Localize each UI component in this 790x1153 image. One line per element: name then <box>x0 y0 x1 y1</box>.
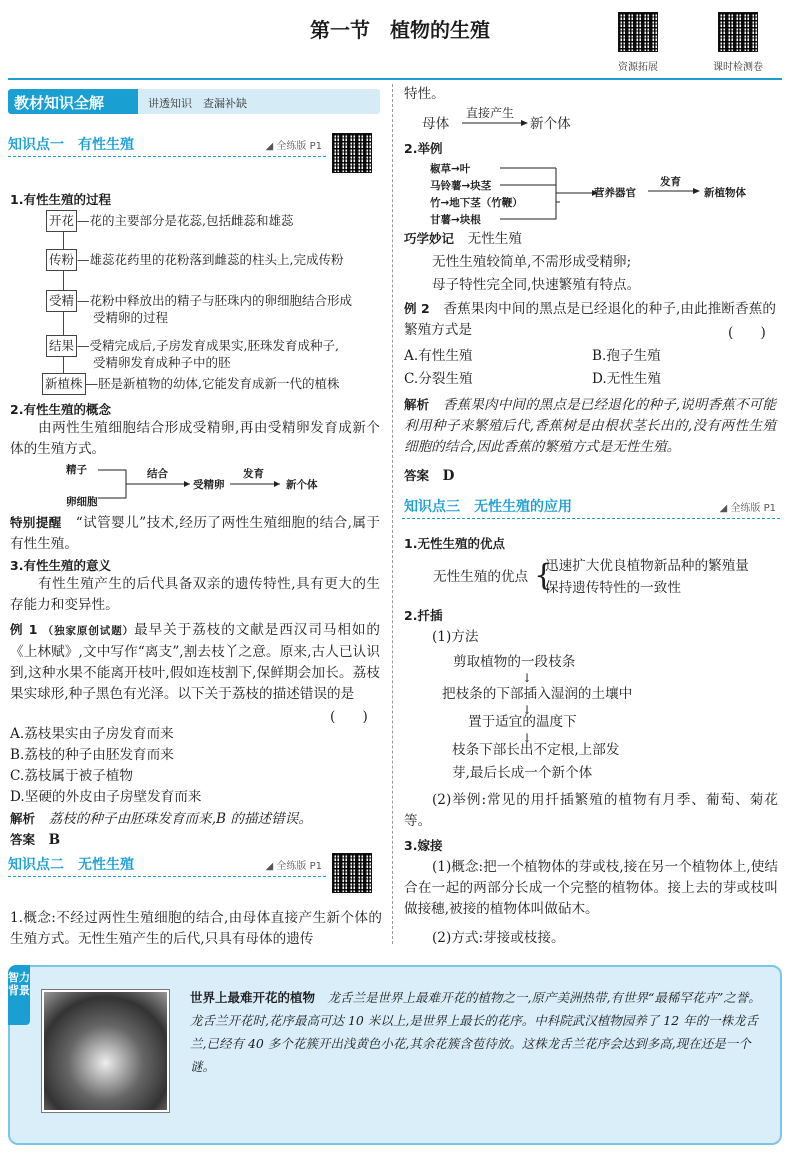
new-plant-label: 新植物体 <box>704 187 746 199</box>
kp2-header <box>8 852 326 877</box>
example1-paren: ( ) <box>330 709 368 725</box>
step-pollination: 传粉 —雄蕊花药里的花粉落到雌蕊的柱头上,完成传粉 <box>46 249 344 271</box>
ex1-analysis: 解析 荔枝的种子由胚珠发育而来,B 的描述错误。 <box>10 811 312 827</box>
example-sweet-potato: 甘薯→块根 <box>430 214 481 226</box>
ex2-analysis: 解析 香蕉果肉中间的黑点是已经退化的种子,说明香蕉不可能利用种子来繁殖后代,香蕉树是由根状茎长出的,没有两性生殖细胞的结合,因此香蕉的繁殖方式是无性生殖。 <box>404 397 776 455</box>
header-rule <box>8 78 782 80</box>
qr-label-test: 课时检测卷 <box>713 62 763 73</box>
kp2-continued: 特性。 <box>404 86 445 102</box>
ex2-option-b: B.孢子生殖 <box>592 348 661 364</box>
example-brackets <box>500 160 600 224</box>
kp1-s3-heading: 3.有性生殖的意义 <box>10 558 111 573</box>
new-individual-label: 新个体 <box>530 116 571 132</box>
advantage-brace: { <box>534 558 554 593</box>
advantage-lead: 无性生殖的优点 <box>433 569 529 585</box>
kp3-s2-heading: 2.扦插 <box>404 608 443 623</box>
develop-label: 发育 <box>660 176 681 188</box>
example-bamboo: 竹→地下茎（竹鞭） <box>430 197 523 209</box>
qr-code-kp2[interactable] <box>332 853 372 893</box>
cutting-arrow3: ↓ <box>522 731 533 745</box>
advantage-2: 保持遗传特性的一致性 <box>545 580 681 596</box>
kp1-s1-heading: 1.有性生殖的过程 <box>10 192 111 207</box>
flow-combine: 结合 <box>147 468 168 480</box>
kp1-s2-heading: 2.有性生殖的概念 <box>10 402 111 417</box>
kp3-header <box>402 494 780 519</box>
direct-produce-label: 直接产生 <box>466 106 515 120</box>
kp2-s2-heading: 2.举例 <box>404 141 443 156</box>
cutting-step4-cont: 芽,最后长成一个新个体 <box>452 765 593 781</box>
kp1-header <box>8 132 326 157</box>
qr-code-kp1[interactable] <box>332 133 372 173</box>
kp2-title: 知识点二 无性生殖 <box>8 857 134 873</box>
kp1-s3-text: 有性生殖产生的后代具备双亲的遗传特性,具有更大的生存能力和变异性。 <box>10 576 380 613</box>
method-label: (1)方法 <box>432 629 479 645</box>
ex2-option-c: C.分裂生殖 <box>404 371 473 387</box>
grafting-concept: (1)概念:把一个植物体的芽或枝,接在另一个植物体上,使结合在一起的两部分长成一个完整的植物体。接上去的芽或枝叫做接穗,被接的植物体叫做砧木。 <box>404 859 778 917</box>
kp3-title: 知识点三 无性生殖的应用 <box>404 499 572 515</box>
cutting-arrow1: ↓ <box>522 671 533 685</box>
panel-text: 世界上最难开花的植物 龙舌兰是世界上最难开花的植物之一,原产美洲热带,有世界“最稀罕花卉”之誉。龙舌兰开花时,花序最高可达 10 米以上,是世界上最长的花序。中科院武汉植物园养了 12 年的一株龙舌兰,已经有 40 多个花簇开出浅黄色小花,其余花簇含苞待放。这株龙舌兰花序会达到多高,现在还是一个谜。 <box>190 990 761 1074</box>
kp1-ref: ◢ 全练版 P1 <box>265 141 322 152</box>
mnemonic-heading: 巧学妙记 无性生殖 <box>404 231 522 247</box>
step-fertilization: 受精 —花粉中释放出的精子与胚珠内的卵细胞结合形成 <box>46 290 352 312</box>
develop-arrow <box>648 186 704 196</box>
example2-paren: ( ) <box>728 325 766 341</box>
agave-photo <box>42 990 169 1112</box>
step-fruit-cont: 受精卵发育成种子中的胚 <box>93 355 231 370</box>
mother-label: 母体 <box>422 116 450 132</box>
step-fertilization-cont: 受精卵的过程 <box>93 310 169 325</box>
example1: 例 1 （独家原创试题）最早关于荔枝的文献是西汉司马相如的《上林赋》,文中写作“离支”,割去枝丫之意。原来,古人已认识到,这种水果不能离开枝叶,假如连枝割下,保鲜期会加长。荔枝果实球形,种子黑色有光泽。以下关于荔枝的描述错误的是 <box>10 622 380 702</box>
qr-code-resources[interactable] <box>618 12 658 52</box>
qr-code-test[interactable] <box>718 12 758 52</box>
flow-sperm: 精子 <box>66 464 87 476</box>
advantage-1: 迅速扩大优良植物新品种的繁殖量 <box>545 558 749 574</box>
cutting-step4: 枝条下部长出不定根,上部发 <box>452 742 620 758</box>
kp3-s3-heading: 3.嫁接 <box>404 838 443 853</box>
cutting-arrow2: ↓ <box>522 703 533 717</box>
tip-note: 特别提醒 “试管婴儿”技术,经历了两性生殖细胞的结合,属于有性生殖。 <box>10 515 380 552</box>
mother-arrow <box>460 118 532 128</box>
kp2-concept: 1.概念:不经过两性生殖细胞的结合,由母体直接产生新个体的生殖方式。无性生殖产生的后代,只具有母体的遗传 <box>10 910 382 947</box>
vegetative-organ: 营养器官 <box>594 187 636 199</box>
ex2-option-a: A.有性生殖 <box>404 348 473 364</box>
example-pepperomia: 椒草→叶 <box>430 163 471 175</box>
kp3-ref: ◢ 全练版 P1 <box>719 503 776 514</box>
flow-new-individual: 新个体 <box>286 479 318 491</box>
step-fruit: 结果 —受精完成后,子房发育成果实,胚珠发育成种子, <box>46 335 339 357</box>
mnemonic-line1: 无性生殖较简单,不需形成受精卵; <box>432 254 632 270</box>
kp3-s1-heading: 1.无性生殖的优点 <box>404 536 505 551</box>
flow-develop: 发育 <box>243 468 264 480</box>
ex1-option-b: B.荔枝的种子由胚发育而来 <box>10 747 174 763</box>
mnemonic-line2: 母子特性完全同,快速繁殖有特点。 <box>432 277 641 293</box>
ex1-option-c: C.荔枝属于被子植物 <box>10 768 133 784</box>
ex2-answer: 答案 D <box>404 468 455 484</box>
flow-egg: 卵细胞 <box>66 496 98 508</box>
cutting-step1: 剪取植物的一段枝条 <box>453 654 576 670</box>
qr-label-resources: 资源拓展 <box>618 62 658 73</box>
kp1-title: 知识点一 有性生殖 <box>8 137 134 153</box>
kp2-ref: ◢ 全练版 P1 <box>265 861 322 872</box>
grafting-methods: (2)方式:芽接或枝接。 <box>432 930 565 946</box>
column-divider <box>392 84 393 944</box>
ex1-option-a: A.荔枝果实由子房发育而来 <box>10 726 174 742</box>
cutting-examples: (2)举例:常见的用扦插繁殖的植物有月季、葡萄、菊花等。 <box>404 792 778 829</box>
banner-subtitle: 讲透知识 查漏补缺 <box>148 97 247 110</box>
panel-tag: 智力背景 <box>8 965 30 1025</box>
ex2-option-d: D.无性生殖 <box>592 371 662 387</box>
example-potato: 马铃薯→块茎 <box>430 180 492 192</box>
cutting-step3: 置于适宜的温度下 <box>468 714 577 730</box>
banner-title: 教材知识全解 <box>14 94 105 112</box>
page-title: 第一节 植物的生殖 <box>310 18 490 42</box>
kp1-s2-text: 由两性生殖细胞结合形成受精卵,再由受精卵发育成新个体的生殖方式。 <box>10 420 380 457</box>
example2: 例 2 香蕉果肉中间的黑点是已经退化的种子,由此推断香蕉的繁殖方式是 <box>404 301 776 338</box>
section-banner <box>8 89 380 114</box>
flow-zygote: 受精卵 <box>193 479 225 491</box>
step-new-plant: 新植株 —胚是新植物的幼体,它能发育成新一代的植株 <box>42 373 340 395</box>
step-flower: 开花 —花的主要部分是花蕊,包括雌蕊和雄蕊 <box>46 210 294 232</box>
ex1-option-d: D.坚硬的外皮由子房壁发育而来 <box>10 789 202 805</box>
cutting-step2: 把枝条的下部插入湿润的土壤中 <box>442 686 633 702</box>
ex1-answer: 答案 B <box>10 832 61 848</box>
